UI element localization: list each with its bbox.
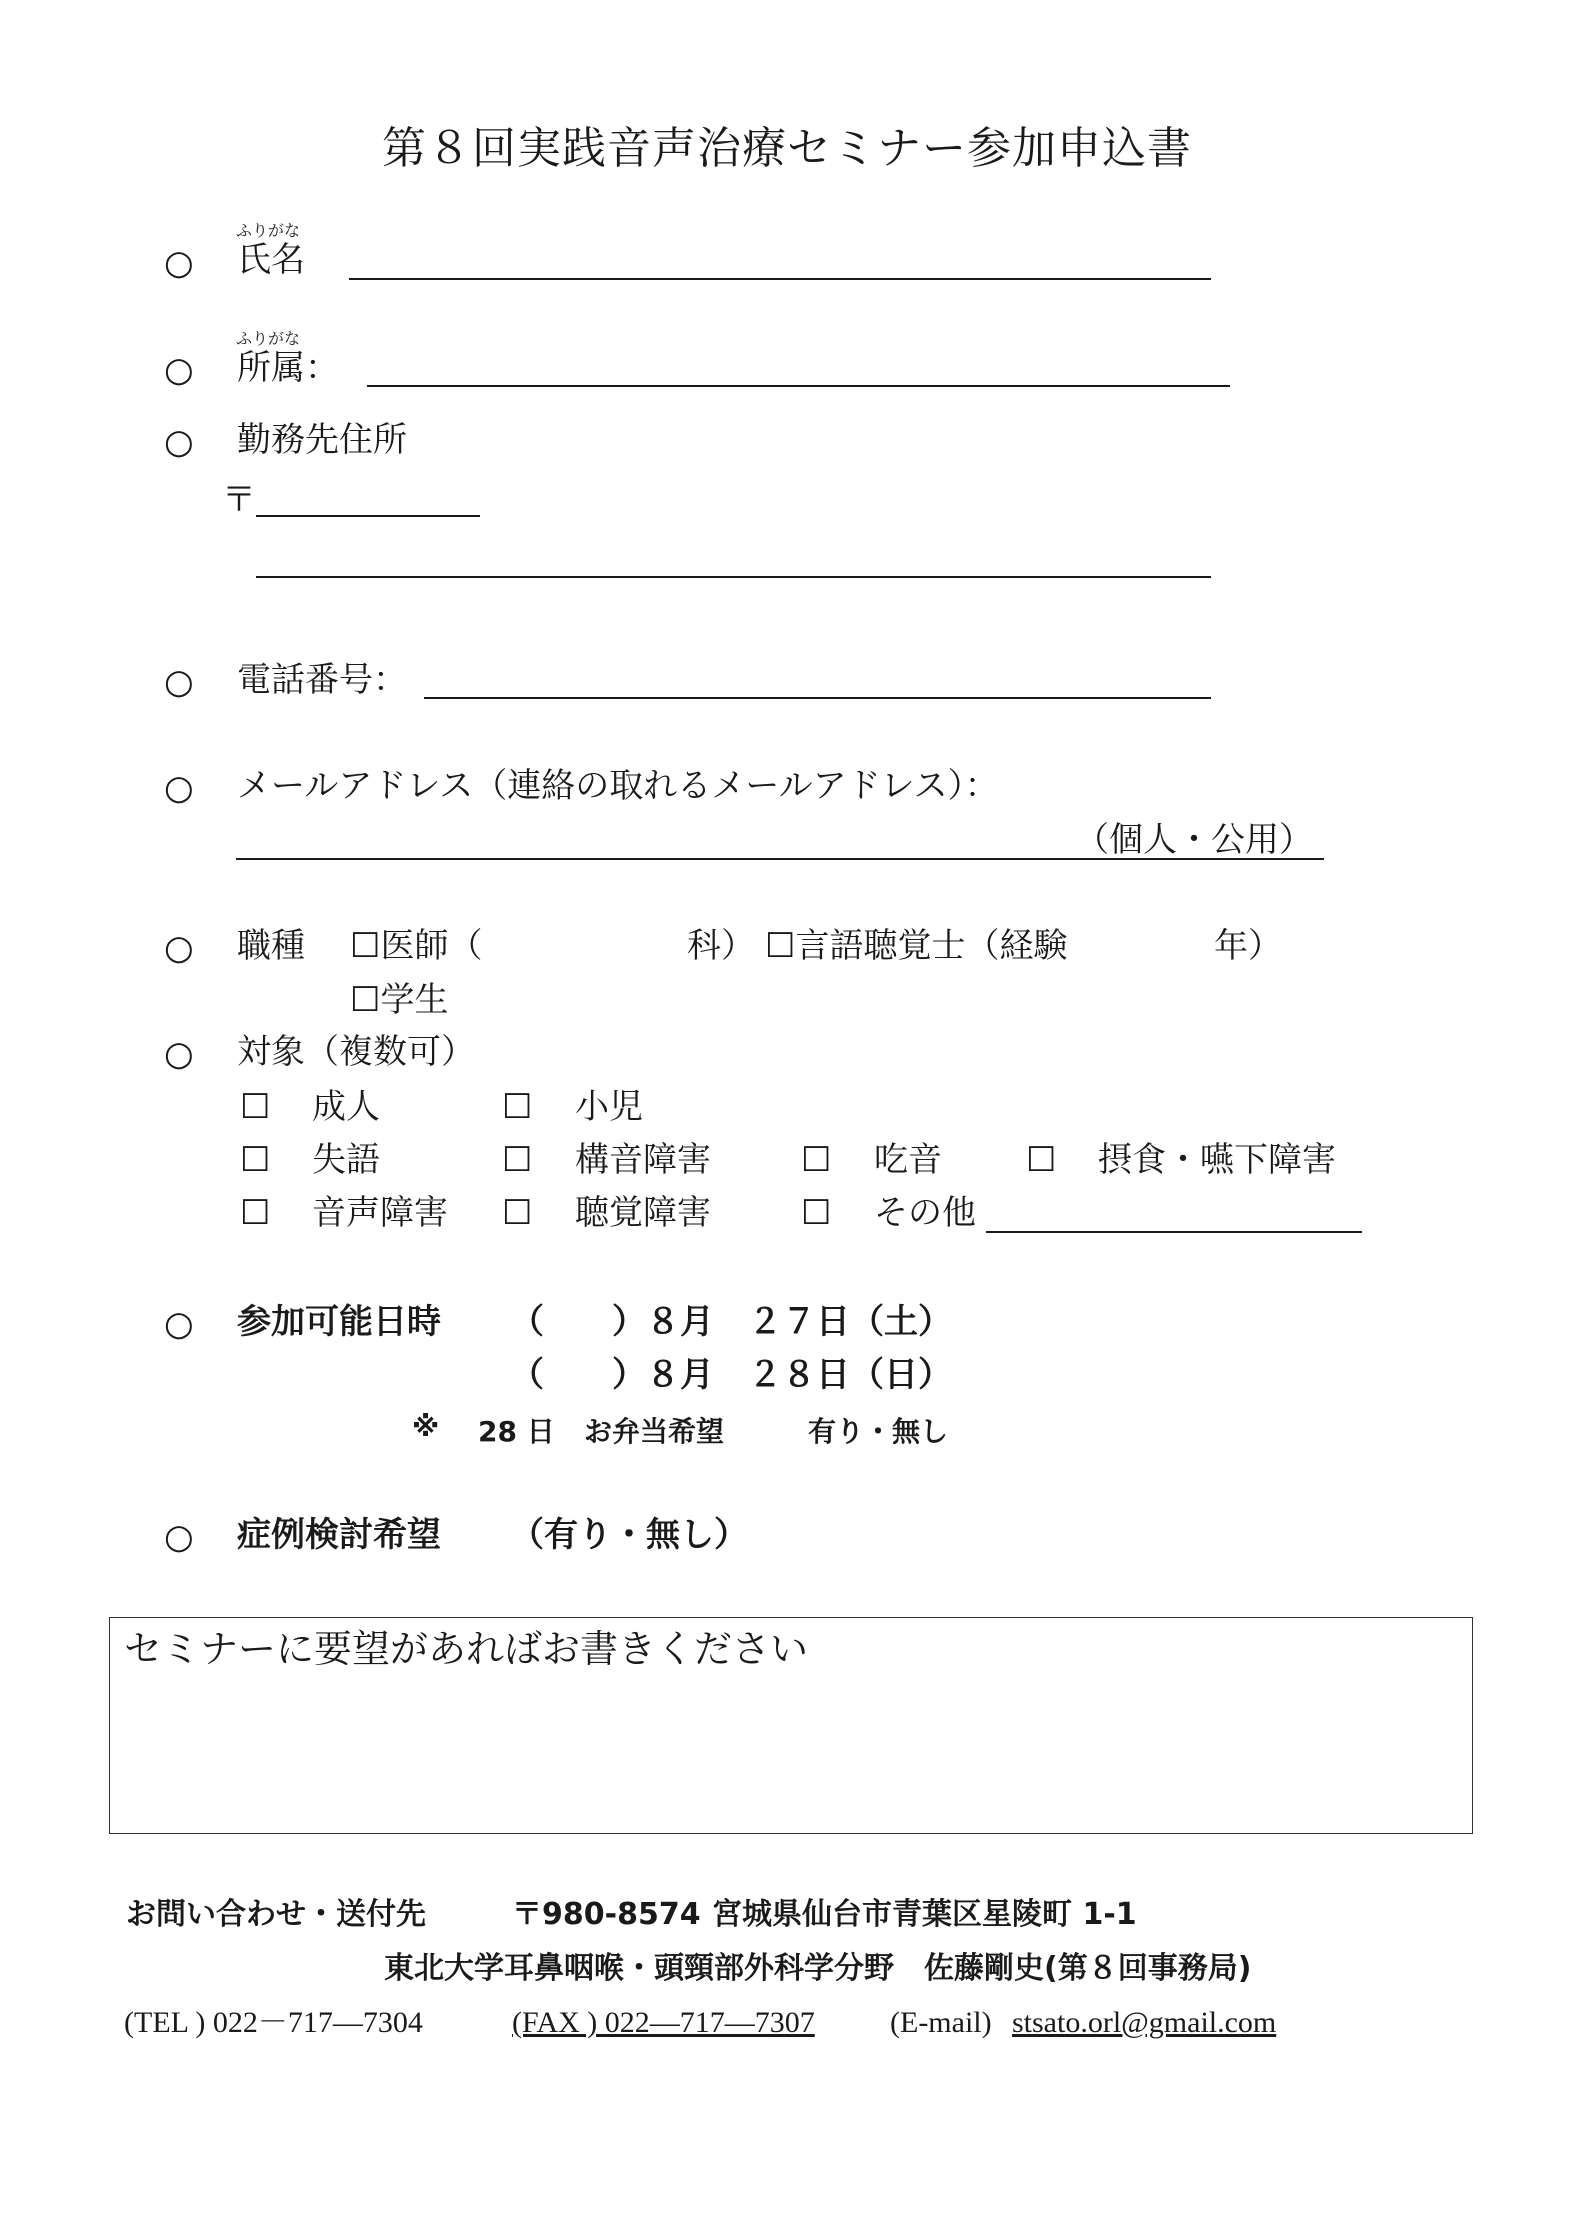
email-type-note: （個人・公用） [1075, 820, 1313, 860]
name-label: 氏名 [237, 240, 305, 280]
footer-tel: (TEL ) 022－717―7304 [124, 2006, 423, 2039]
date-day1[interactable]: （ ）８月 ２７日（土） [510, 1302, 952, 1342]
bullet-circle: ○ [164, 1304, 194, 1344]
targets-label: 対象（複数可） [237, 1032, 475, 1072]
page-title: 第８回実践音声治療セミナー参加申込書 [382, 123, 1192, 174]
target-checkbox[interactable]: ☐ [502, 1087, 533, 1127]
bullet-circle: ○ [164, 1034, 194, 1074]
target-checkbox[interactable]: ☐ [502, 1193, 533, 1233]
lunch-options[interactable]: 有り・無し [808, 1415, 949, 1448]
target-checkbox[interactable]: ☐ [240, 1087, 271, 1127]
target-label-other: その他 [874, 1193, 976, 1233]
occupation-dept-label: 科） [687, 926, 755, 966]
case-review-label: 症例検討希望 [237, 1515, 441, 1555]
affiliation-ruby: ふりがな [236, 329, 301, 348]
bullet-circle: ○ [164, 422, 194, 462]
email-label: メールアドレス（連絡の取れるメールアドレス）： [237, 766, 999, 806]
occupation-student-checkbox[interactable]: ☐学生 [350, 980, 449, 1020]
target-checkbox[interactable]: ☐ [240, 1193, 271, 1233]
bullet-circle: ○ [164, 928, 194, 968]
bullet-circle: ○ [164, 243, 194, 283]
target-label-articulation: 構音障害 [575, 1140, 711, 1180]
target-label-voice: 音声障害 [312, 1193, 448, 1233]
address-field-line[interactable] [256, 576, 1211, 578]
footer-email-prefix: (E-mail) [890, 2006, 992, 2039]
footer-email-link[interactable]: stsato.orl@gmail.com [1012, 2006, 1277, 2039]
occupation-slp-checkbox[interactable]: ☐言語聴覚士（経験 [765, 926, 1068, 966]
requests-textarea[interactable] [109, 1617, 1473, 1834]
footer-contact-label: お問い合わせ・送付先 [126, 1897, 426, 1932]
target-checkbox[interactable]: ☐ [801, 1193, 832, 1233]
lunch-mark: ※ [412, 1410, 440, 1443]
footer-postal: 〒980-8574 [512, 1897, 701, 1932]
postal-mark: 〒 [222, 480, 256, 520]
footer-address: 宮城県仙台市青葉区星陵町 1-1 [712, 1897, 1137, 1932]
occupation-label: 職種 [237, 926, 305, 966]
bullet-circle: ○ [164, 662, 194, 702]
date-day2[interactable]: （ ）８月 ２８日（日） [510, 1355, 952, 1395]
target-label-dysphagia: 摂食・嚥下障害 [1098, 1140, 1336, 1180]
target-checkbox[interactable]: ☐ [801, 1140, 832, 1180]
footer-fax: (FAX ) 022―717―7307 [512, 2006, 815, 2039]
bullet-circle: ○ [164, 1517, 194, 1557]
bullet-circle: ○ [164, 768, 194, 808]
lunch-label: お弁当希望 [584, 1415, 725, 1448]
name-ruby: ふりがな [236, 221, 301, 240]
address-label: 勤務先住所 [237, 420, 407, 460]
phone-field-line[interactable] [424, 697, 1211, 699]
occupation-years-label: 年） [1214, 926, 1282, 966]
case-review-options[interactable]: （有り・無し） [510, 1515, 748, 1555]
affiliation-field-line[interactable] [367, 385, 1230, 387]
target-checkbox[interactable]: ☐ [502, 1140, 533, 1180]
occupation-doctor-checkbox[interactable]: ☐医師（ [350, 926, 483, 966]
target-label-child: 小児 [575, 1087, 643, 1127]
lunch-day: 28 日 [478, 1415, 555, 1448]
affiliation-label: 所属： [237, 348, 339, 388]
footer-org: 東北大学耳鼻咽喉・頭頸部外科学分野 佐藤剛史(第８回事務局) [384, 1951, 1252, 1986]
email-field-line[interactable] [236, 858, 1324, 860]
target-label-adult: 成人 [312, 1087, 380, 1127]
target-checkbox[interactable]: ☐ [240, 1140, 271, 1180]
target-label-hearing: 聴覚障害 [575, 1193, 711, 1233]
target-checkbox[interactable]: ☐ [1026, 1140, 1057, 1180]
target-other-field-line[interactable] [986, 1231, 1362, 1233]
target-label-aphasia: 失語 [312, 1140, 380, 1180]
phone-label: 電話番号： [237, 660, 407, 700]
bullet-circle: ○ [164, 350, 194, 390]
name-field-line[interactable] [349, 278, 1211, 280]
dates-label: 参加可能日時 [237, 1302, 441, 1342]
postal-code-field-line[interactable] [256, 515, 480, 517]
target-label-stuttering: 吃音 [874, 1140, 942, 1180]
requests-prompt: セミナーに要望があればお書きください [124, 1627, 809, 1671]
